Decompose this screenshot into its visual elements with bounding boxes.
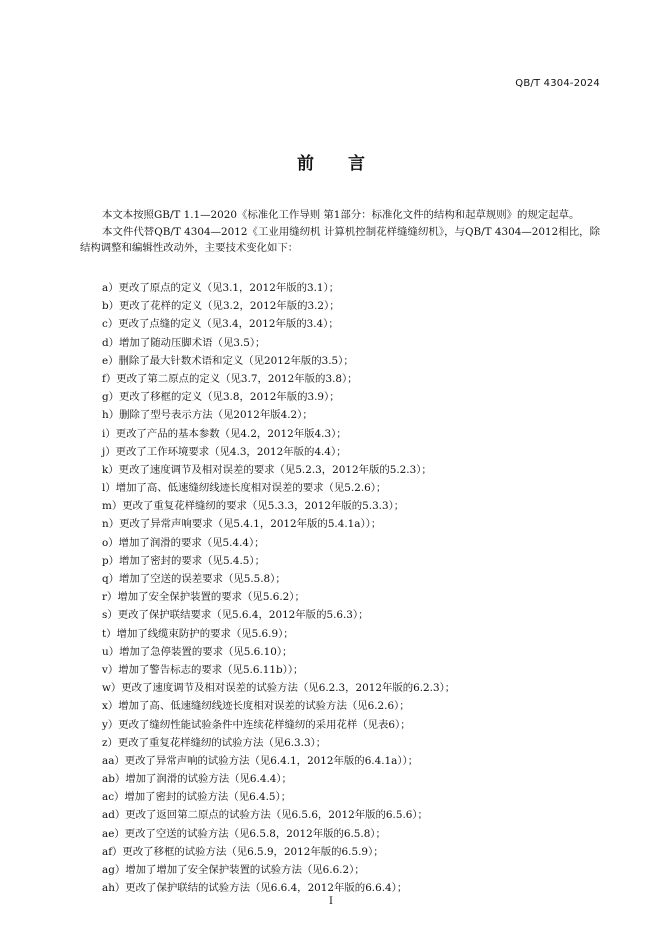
list-item: ab）增加了润滑的试验方法（见6.4.4）；	[102, 773, 292, 786]
list-item: v）增加了警告标志的要求（见5.6.11b））；	[102, 663, 304, 676]
list-item: c）更改了点缝的定义（见3.4，2012年版的3.4）；	[102, 318, 339, 331]
list-item: a）更改了原点的定义（见3.1，2012年版的3.1）；	[102, 282, 340, 294]
list-item: j）更改了工作环境要求（见4.3，2012年版的4.4）；	[102, 445, 347, 458]
list-item: w）更改了速度调节及相对误差的试验方法（见6.2.3，2012年版的6.2.3）；	[102, 682, 456, 695]
list-item: af）更改了移框的试验方法（见6.5.9，2012年版的6.5.9）；	[102, 845, 384, 858]
technical-changes-list	[80, 279, 600, 897]
list-item: l）增加了高、低速缝纫线迹长度相对误差的要求（见5.2.6）；	[102, 482, 387, 495]
list-item: t）增加了线缆束防护的要求（见5.6.9）；	[102, 627, 294, 640]
list-item: q）增加了空送的误差要求（见5.5.8）；	[102, 573, 286, 585]
list-item: h）删除了型号表示方法（见2012年版4.2）；	[102, 409, 313, 422]
list-item: u）增加了急停装置的要求（见5.6.10）；	[102, 645, 293, 658]
list-item: ag）增加了增加了安全保护装置的试验方法（见6.6.2）；	[102, 864, 365, 876]
list-item: ac）增加了密封的试验方法（见6.4.5）；	[102, 791, 292, 804]
list-item: f）更改了第二原点的定义（见3.7，2012年版的3.8）；	[102, 372, 358, 385]
list-item: k）更改了速度调节及相对误差的要求（见5.2.3，2012年版的5.2.3）；	[102, 463, 432, 476]
list-item: n）更改了异常声响要求（见5.4.1，2012年版的5.4.1a））；	[102, 518, 382, 531]
list-item: x）增加了高、低速缝纫线迹长度相对误差的试验方法（见6.2.6）；	[102, 700, 410, 713]
list-item: aa）更改了异常声响的试验方法（见6.4.1，2012年版的6.4.1a））；	[102, 754, 419, 767]
title-char-1: 前	[297, 154, 314, 174]
list-item: o）增加了润滑的要求（见5.4.4）；	[102, 536, 265, 549]
list-item: b）更改了花样的定义（见3.2，2012年版的3.2）；	[102, 300, 340, 313]
page-title	[0, 149, 662, 174]
list-item: ah）更改了保护联结的试验方法（见6.6.4，2012年版的6.6.4）；	[102, 882, 408, 895]
paragraph-drafting-rules: 本文本按照GB/T 1.1—2020《标准化工作导则 第1部分：标准化文件的结构和起草规则》的规定起草。	[102, 209, 580, 221]
list-item: g）更改了移框的定义（见3.8，2012年版的3.9）；	[102, 391, 340, 404]
title-char-2: 言	[348, 154, 365, 174]
list-item: m）更改了重复花样缝纫的要求（见5.3.3，2012年版的5.3.3）；	[102, 500, 405, 513]
standard-code: QB/T 4304-2024	[515, 78, 600, 89]
list-item: ad）更改了返回第二原点的试验方法（见6.5.6，2012年版的6.5.6）；	[102, 809, 428, 822]
page-number: I	[329, 896, 333, 907]
list-item: p）增加了密封的要求（见5.4.5）；	[102, 554, 265, 567]
list-item: d）增加了随动压脚术语（见3.5）；	[102, 336, 266, 349]
paragraph-replacement: 本文件代替QB/T 4304—2012《工业用缝纫机 计算机控制花样缝缝纫机》，与QB/T 4304—2012相比，除结构调整和编辑性改动外，主要技术变化如下：	[80, 225, 600, 254]
list-item: i）更改了产品的基本参数（见4.2，2012年版4.3）；	[102, 427, 347, 440]
list-item: ae）更改了空送的试验方法（见6.5.8，2012年版的6.5.8）；	[102, 827, 386, 840]
list-item: s）更改了保护联结要求（见5.6.4，2012年版的5.6.3）；	[102, 609, 369, 622]
list-item: y）更改了缝纫性能试验条件中连续花样缝纫的采用花样（见表6）；	[102, 718, 411, 731]
preface-body	[80, 207, 600, 895]
list-item: e）删除了最大针数术语和定义（见2012年版的3.5）；	[102, 354, 354, 367]
list-item: r）增加了安全保护装置的要求（见5.6.2）；	[102, 591, 305, 604]
list-item: z）更改了重复花样缝纫的试验方法（见6.3.3）；	[102, 736, 327, 749]
